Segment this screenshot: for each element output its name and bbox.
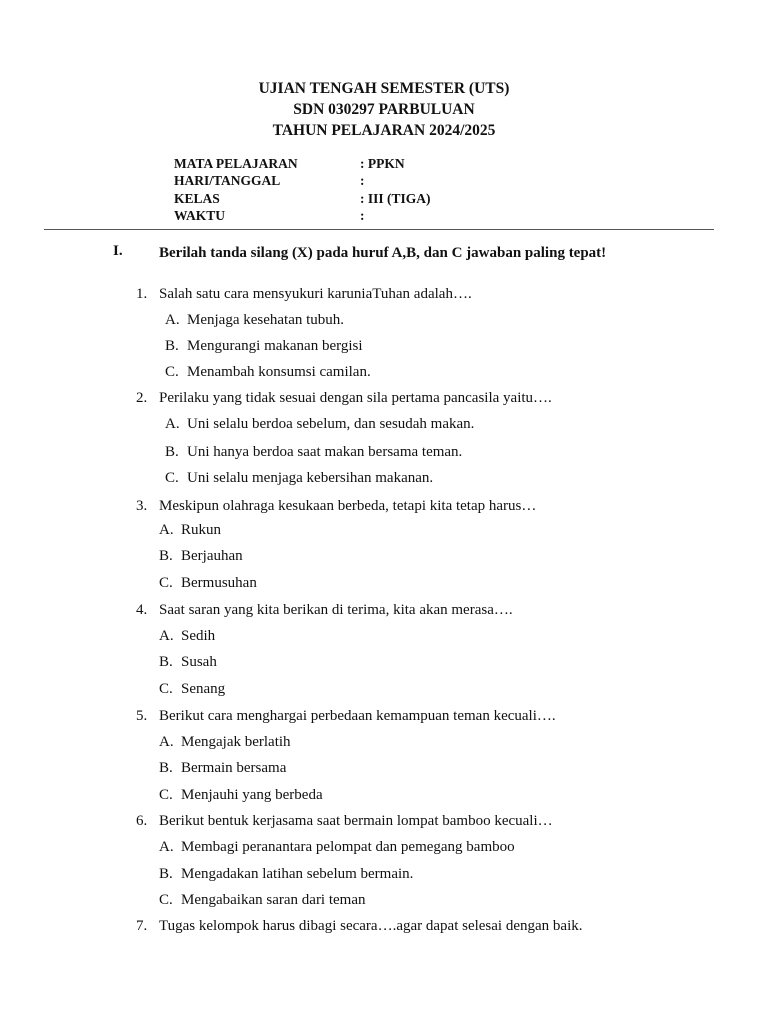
option-letter: C. [165, 364, 179, 380]
question-number: 6. [136, 813, 148, 829]
question-text: Tugas kelompok harus dibagi secara….agar dapat selesai dengan baik. [159, 918, 583, 934]
option-text: Menjauhi yang berbeda [181, 787, 323, 803]
school-name: SDN 030297 PARBULUAN [293, 101, 475, 118]
info-label: MATA PELAJARAN [174, 156, 298, 171]
exam-title: UJIAN TENGAH SEMESTER (UTS) [258, 80, 510, 97]
info-value: : III (TIGA) [360, 190, 431, 206]
info-label: KELAS [174, 190, 220, 206]
option-letter: B. [159, 760, 173, 776]
section-number: I. [113, 243, 123, 259]
question-number: 2. [136, 390, 148, 406]
option-letter: A. [165, 416, 180, 432]
academic-year: TAHUN PELAJARAN 2024/2025 [272, 122, 496, 139]
info-row-date [174, 173, 574, 190]
option-letter: C. [165, 470, 179, 486]
info-row-class [174, 191, 574, 208]
question-text: Berikut bentuk kerjasama saat bermain lompat bamboo kecuali… [159, 813, 553, 829]
option-letter: C. [159, 575, 173, 591]
question-text: Salah satu cara mensyukuri karuniaTuhan adalah…. [159, 286, 472, 302]
info-row-time [174, 208, 574, 225]
question-text: Meskipun olahraga kesukaan berbeda, tetapi kita tetap harus… [159, 498, 537, 514]
exam-header [0, 78, 768, 141]
header-divider [44, 229, 714, 230]
option-letter: A. [159, 522, 174, 538]
option-text: Menjaga kesehatan tubuh. [187, 312, 345, 328]
question-number: 3. [136, 498, 148, 514]
option-text: Menambah konsumsi camilan. [187, 364, 371, 380]
option-text: Mengajak berlatih [181, 734, 291, 750]
option-text: Mengadakan latihan sebelum bermain. [181, 866, 414, 882]
question-number: 5. [136, 708, 148, 724]
option-text: Membagi peranantara pelompat dan pemegang bamboo [181, 839, 515, 855]
question-number: 1. [136, 286, 148, 302]
question-text: Saat saran yang kita berikan di terima, kita akan merasa…. [159, 602, 513, 618]
option-text: Berjauhan [181, 548, 243, 564]
section-instruction: Berilah tanda silang (X) pada huruf A,B, dan C jawaban paling tepat! [159, 245, 607, 261]
option-letter: A. [159, 839, 174, 855]
exam-info-table [174, 156, 574, 225]
info-value: : [360, 207, 365, 223]
option-text: Rukun [181, 522, 222, 538]
option-text: Bermusuhan [181, 575, 257, 591]
option-text: Sedih [181, 628, 216, 644]
info-label: HARI/TANGGAL [174, 173, 281, 189]
option-letter: C. [159, 681, 173, 697]
option-letter: A. [159, 734, 174, 750]
option-letter: A. [159, 628, 174, 644]
option-text: Uni selalu berdoa sebelum, dan sesudah makan. [187, 416, 475, 432]
option-letter: B. [159, 654, 173, 670]
option-text: Uni hanya berdoa saat makan bersama teman. [187, 444, 463, 460]
question-text: Berikut cara menghargai perbedaan kemampuan teman kecuali…. [159, 708, 556, 724]
option-letter: C. [159, 892, 173, 908]
option-letter: C. [159, 787, 173, 803]
option-letter: B. [165, 444, 179, 460]
option-letter: B. [159, 866, 173, 882]
option-text: Mengabaikan saran dari teman [181, 892, 366, 908]
info-value: : PPKN [360, 156, 405, 171]
question-text: Perilaku yang tidak sesuai dengan sila pertama pancasila yaitu…. [159, 390, 552, 406]
question-number: 4. [136, 602, 148, 618]
option-text: Senang [181, 681, 226, 697]
option-text: Mengurangi makanan bergisi [187, 338, 363, 354]
option-text: Bermain bersama [181, 760, 287, 776]
option-letter: B. [159, 548, 173, 564]
question-number: 7. [136, 918, 148, 934]
info-value: : [360, 173, 365, 189]
option-text: Susah [181, 654, 217, 670]
info-label: WAKTU [174, 207, 226, 223]
option-letter: B. [165, 338, 179, 354]
option-letter: A. [165, 312, 180, 328]
option-text: Uni selalu menjaga kebersihan makanan. [187, 470, 434, 486]
info-row-subject [174, 156, 574, 173]
